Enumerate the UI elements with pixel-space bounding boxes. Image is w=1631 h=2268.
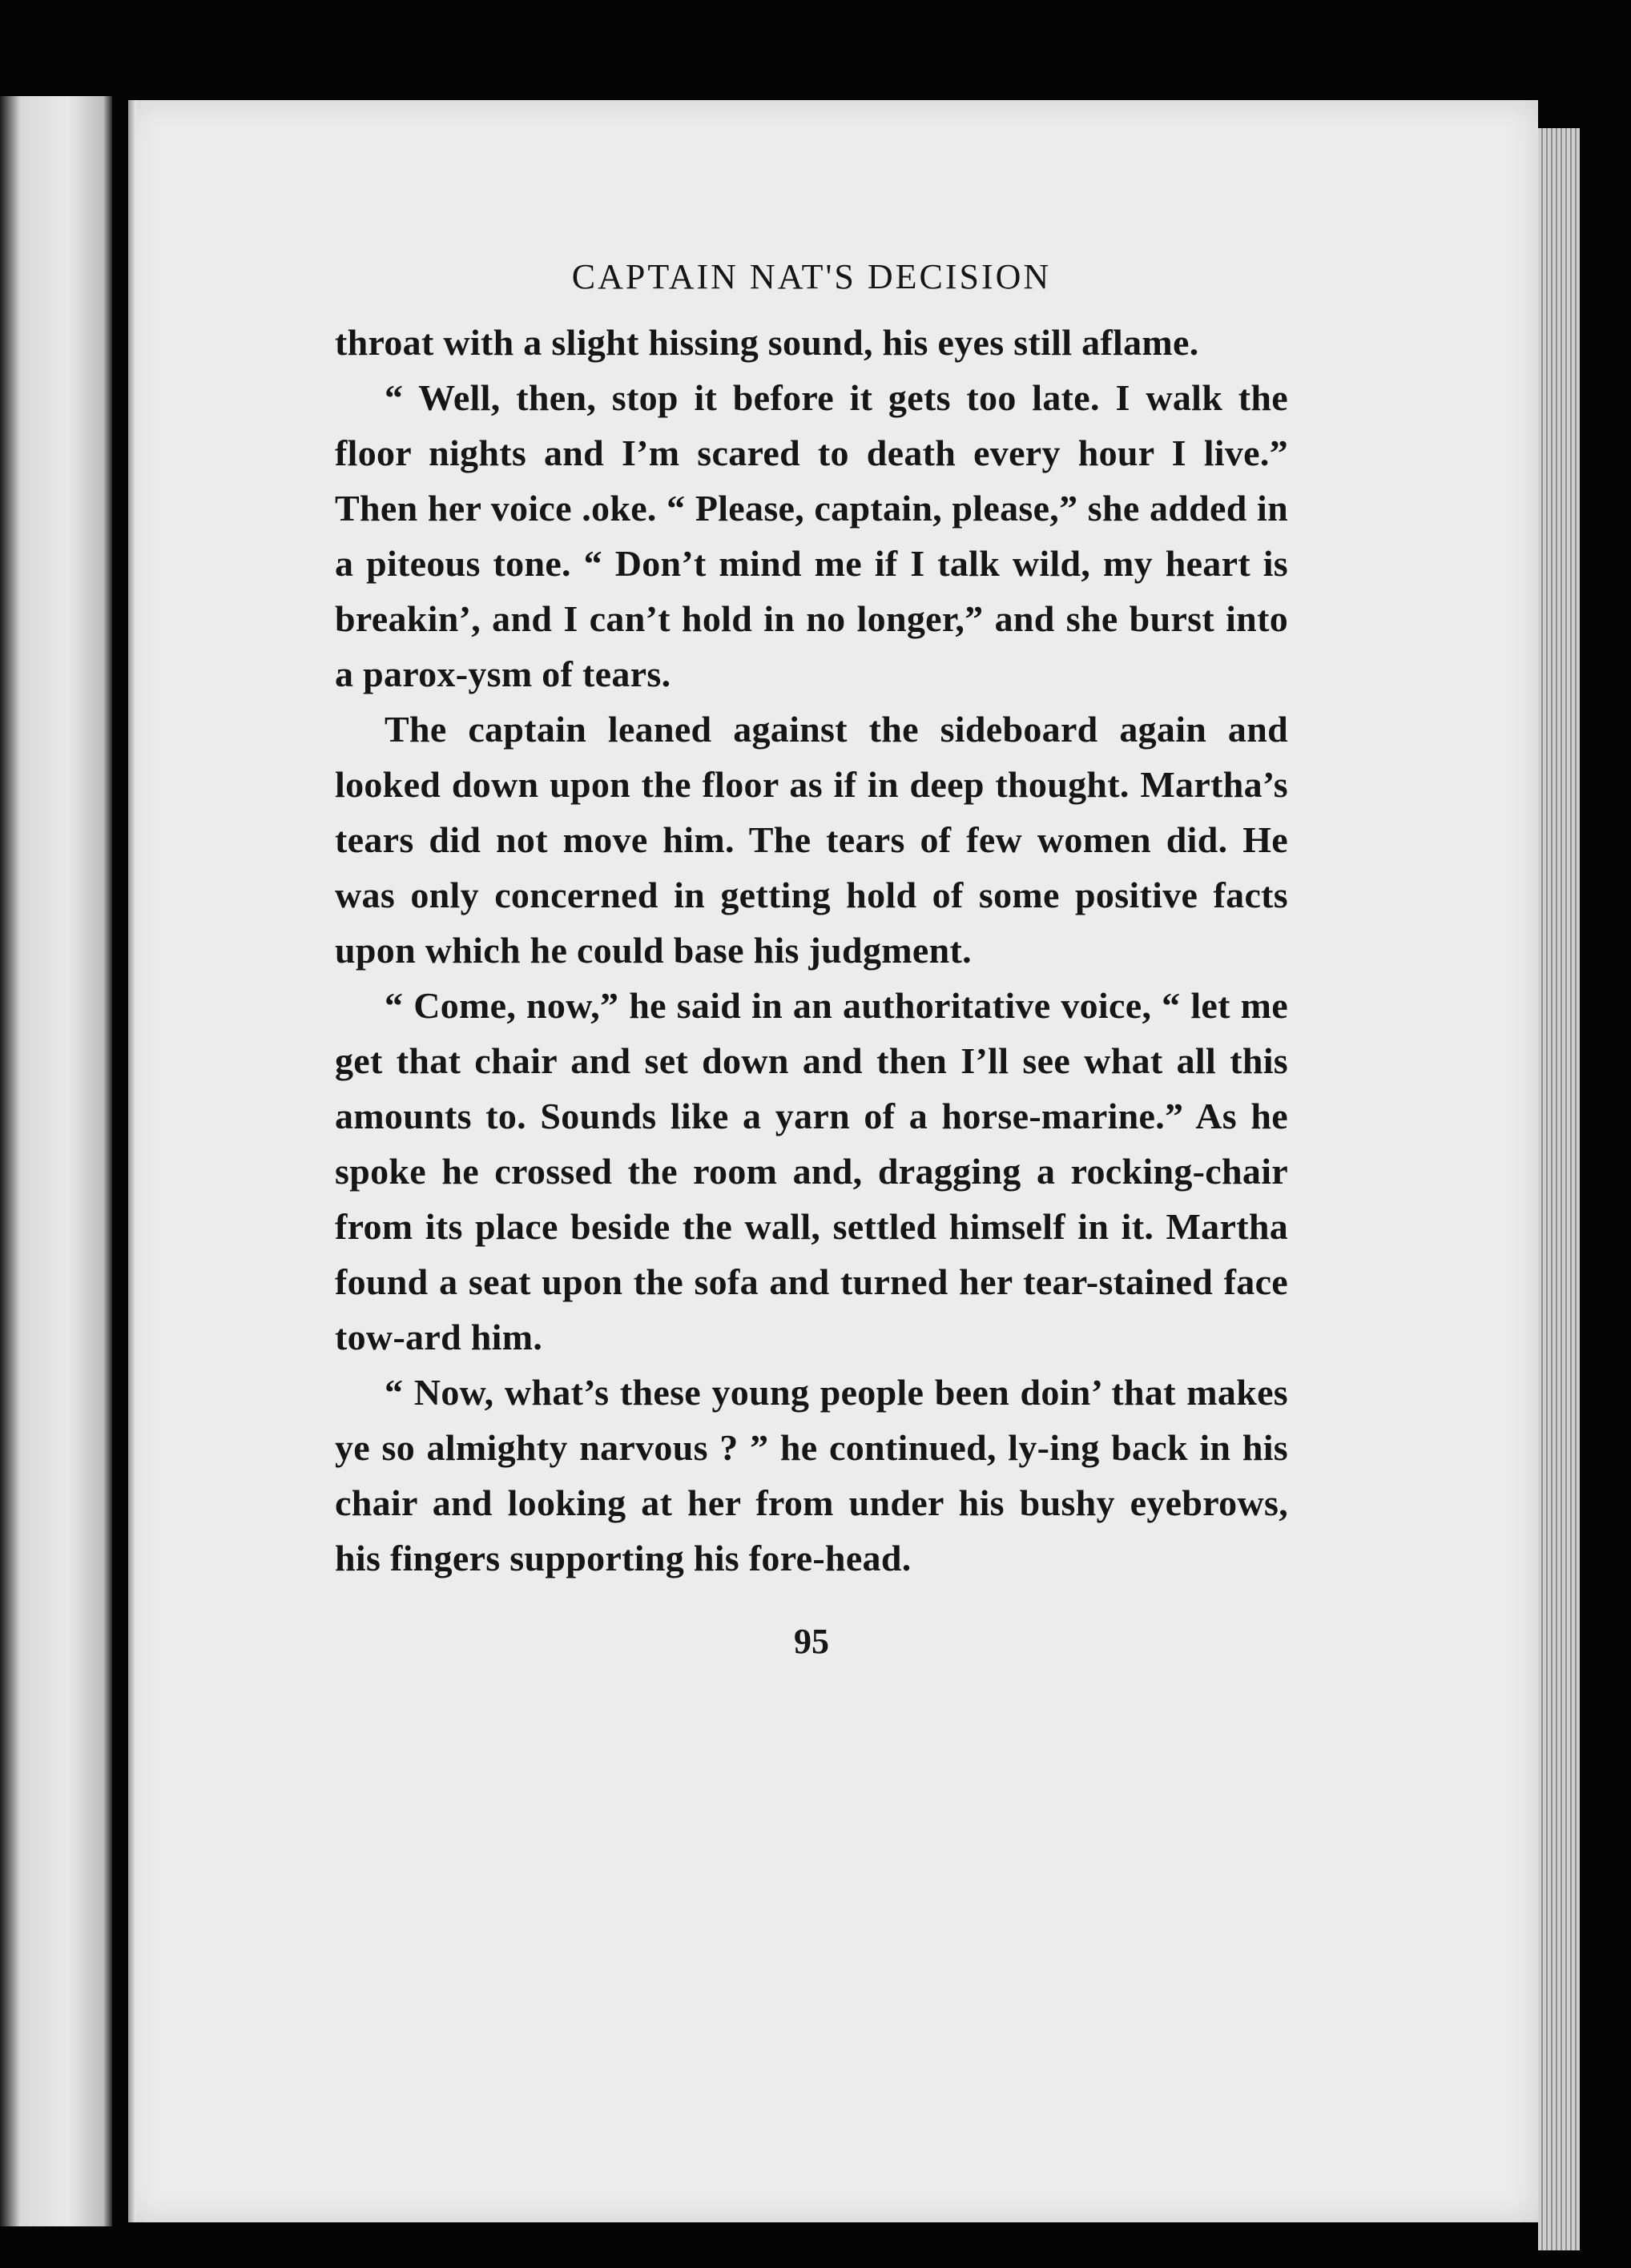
paragraph-continuation: throat with a slight hissing sound, his eyes still aflame. bbox=[335, 322, 1199, 363]
paragraph: “ Well, then, stop it before it gets too late. I walk the floor nights and I’m scared to death every hour I live.” Then her voice .oke. “ Please, captain, please,” she added in a piteous tone. “ Don’t mind me if I talk wild, my heart is breakin’, and I can’t hold in no longer,” and she burst into a parox-ysm of tears. bbox=[335, 377, 1288, 694]
paragraph: “ Come, now,” he said in an authoritative voice, “ let me get that chair and set down and then I’ll see what all this amounts to. Sounds like a yarn of a horse-marine.” As he spoke he crossed the room and, dragging a rocking-chair from its place beside the wall, settled himself in it. Martha found a seat upon the sofa and turned her tear-stained face tow-ard him. bbox=[335, 985, 1288, 1357]
paragraph: The captain leaned against the sideboard again and looked down upon the floor as if in deep thought. Martha’s tears did not move him. The tears of few women did. He was only concerned in getting hold of some positive facts upon which he could base his judgment. bbox=[335, 709, 1288, 971]
facing-page-edge bbox=[0, 96, 112, 2226]
page-text-block bbox=[335, 256, 1288, 1662]
page-number: 95 bbox=[794, 1622, 829, 1661]
running-head: CAPTAIN NAT'S DECISION bbox=[571, 257, 1052, 296]
paragraph: “ Now, what’s these young people been doin’ that makes ye so almighty narvous ? ” he continued, ly-ing back in his chair and looking at her from under his bushy eyebrows, his fingers supporting his fore-head. bbox=[335, 1372, 1288, 1578]
page-stack-edges bbox=[1538, 128, 1580, 2250]
